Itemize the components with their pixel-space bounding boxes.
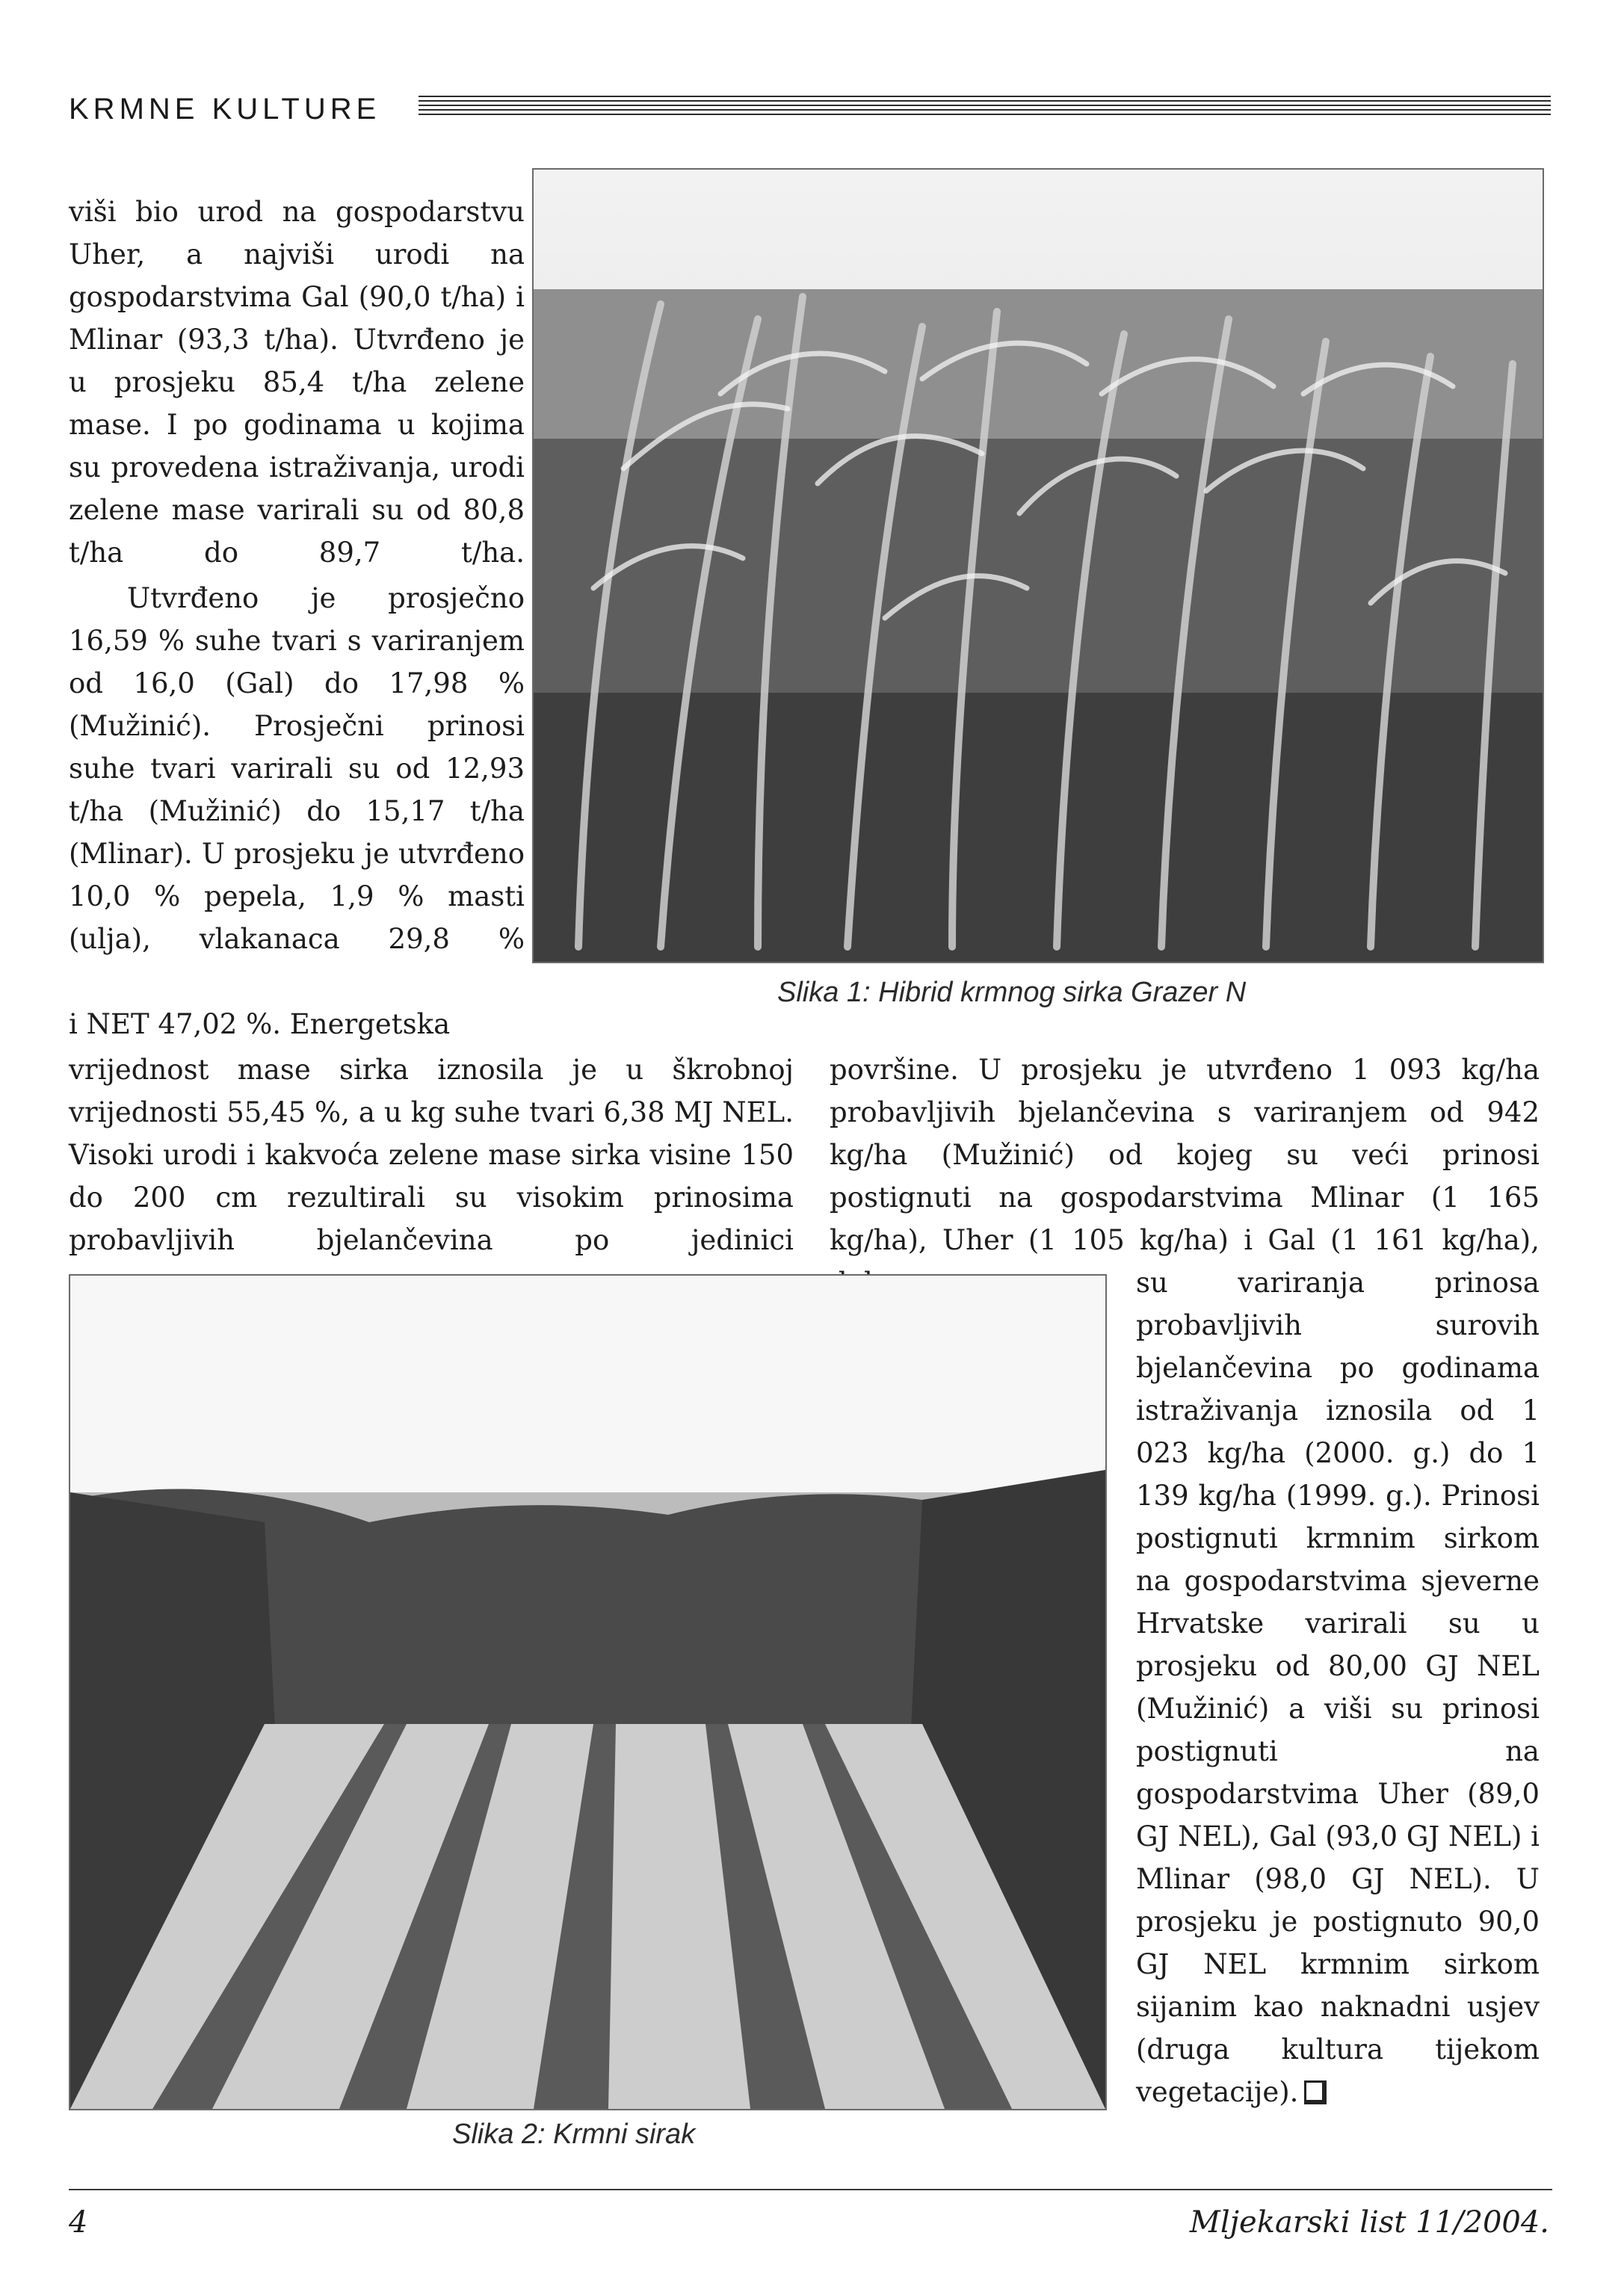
- page-number: 4: [69, 2205, 88, 2240]
- paragraph-energy-yields: [1136, 1261, 1540, 2113]
- figure-1-caption: Slika 1: Hibrid krmnog sirka Grazer N: [777, 977, 1247, 1008]
- paragraph-dry-matter: Utvrđeno je prosječno 16,59 % suhe tvari s variranjem od 16,0 (Gal) do 17,98 % (Mužinić). Prosječni prinosi suhe tvari varirali su od 12,93 t/ha (Mužinić) do 15,17 t/ha (Mlinar). U prosjeku je utvrđeno 10,0 % pepela, 1,9 % masti (ulja), vlakanaca 29,8 %: [69, 582, 525, 955]
- figure-2-caption: Slika 2: Krmni sirak: [452, 2119, 696, 2150]
- sorghum-rows-photo: [70, 1276, 1105, 2109]
- footer-rule: [69, 2189, 1552, 2190]
- section-title: KRMNE KULTURE: [69, 93, 381, 126]
- journal-reference: Mljekarski list 11/2004.: [1189, 2205, 1549, 2240]
- paragraph-net-line: i NET 47,02 %. Energetska: [69, 1008, 451, 1040]
- paragraph-energy-value: vrijednost mase sirka iznosila je u škrobnoj vrijednosti 55,45 %, a u kg suhe tvari 6,38 MJ NEL. Visoki urodi i kakvoća zelene mase sirka visine 150 do 200 cm rezultirali su visokim prinosima probavljivih bjelančevina po jedinici: [69, 1054, 794, 1256]
- left-column-top: [69, 191, 525, 960]
- end-of-article-icon: [1304, 2080, 1327, 2104]
- figure-sorghum-rows: [69, 1274, 1107, 2110]
- paragraph-yields: viši bio urod na gospodarstvu Uher, a najviši urodi na gospodarstvima Gal (90,0 t/ha) i Mlinar (93,3 t/ha). Utvrđeno je u prosjeku 85,4 t/ha zelene mase. I po godinama u kojima su provedena istraživanja, urodi zelene mase varirali su od 80,8 t/ha do 89,7 t/ha.: [69, 196, 525, 569]
- sorghum-field-photo: [534, 170, 1543, 962]
- paragraph-protein-yields: površine. U prosjeku je utvrđeno 1 093 kg/ha probavljivih bjelančevina s variranjem od 942 kg/ha (Mužinić) od kojeg su veći prinosi postignuti na gospodarstvima Mlinar (1 165 kg/ha), Uher (1 105 kg/ha) i Gal (1 161 kg/ha),: [830, 1054, 1540, 1256]
- header-rule: [419, 96, 1551, 118]
- energy-yields-text: su variranja prinosa probavljivih surovih bjelančevina po godinama istraživanja iznosila od 1 023 kg/ha (2000. g.) do 1 139 kg/ha (1999. g.). Prinosi postignuti krmnim sirkom na gospodarstvima sjeverne Hrvatske varirali su u prosjeku od 80,00 GJ NEL (Mužinić) a viši su prinosi postignuti na gospodarstvima Uher (89,0 GJ NEL), Gal (93,0 GJ NEL) i Mlinar (98,0 GJ NEL). U prosjeku je postignuto 90,0 GJ NEL krmnim sirkom sijanim kao naknadni usjev (druga kultura tijekom vegetacije).: [1136, 1267, 1540, 2108]
- figure-sorghum-hybrid: [532, 168, 1544, 963]
